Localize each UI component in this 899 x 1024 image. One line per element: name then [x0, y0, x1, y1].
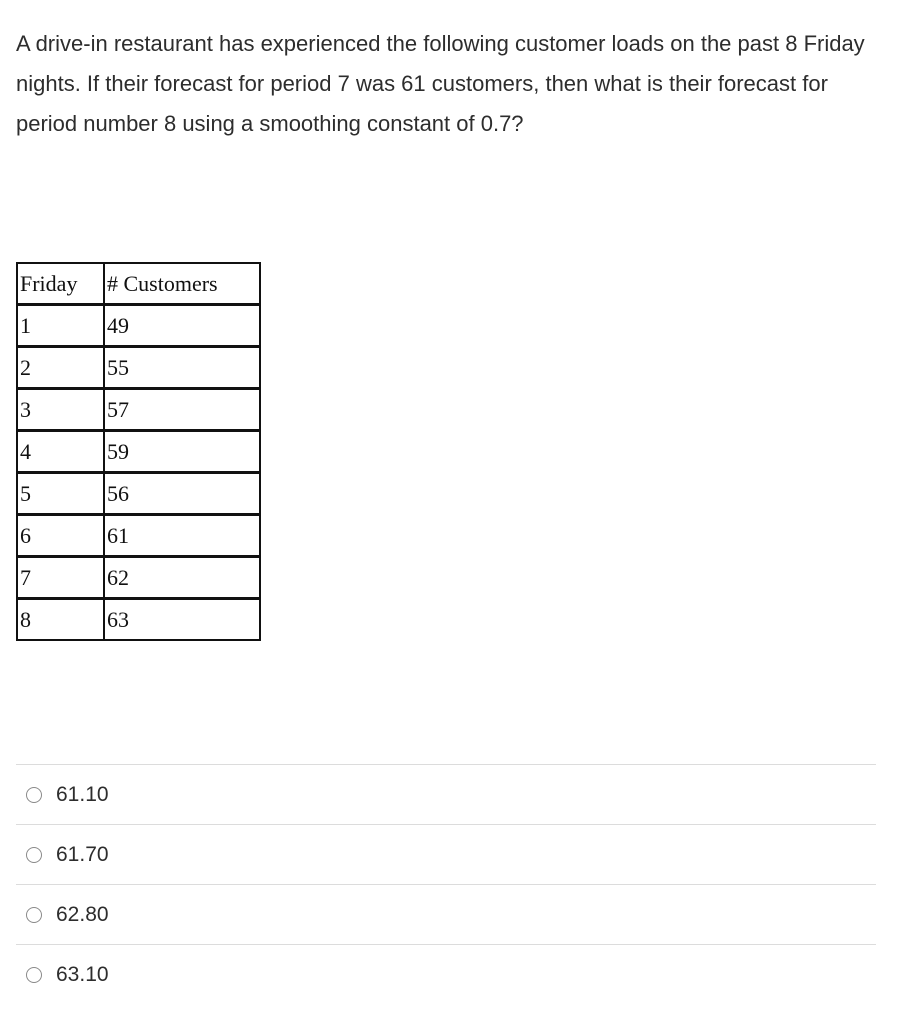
cell-friday: 4 — [18, 431, 105, 473]
cell-customers: 62 — [105, 557, 261, 599]
cell-friday: 2 — [18, 347, 105, 389]
radio-button[interactable] — [26, 787, 42, 803]
customer-table — [16, 262, 261, 641]
radio-button[interactable] — [26, 967, 42, 983]
cell-customers: 59 — [105, 431, 261, 473]
table-row — [18, 599, 261, 641]
table-row — [18, 473, 261, 515]
header-customers: # Customers — [105, 264, 261, 305]
answer-option[interactable] — [16, 765, 876, 825]
question-text: A drive-in restaurant has experienced the following customer loads on the past 8 Friday nights. If their forecast for period 7 was 61 customers, then what is their forecast for period number 8 using a smoothing constant of 0.7? — [16, 31, 865, 136]
answer-option[interactable] — [16, 885, 876, 945]
answer-label: 63.10 — [56, 962, 109, 986]
answer-label: 62.80 — [56, 902, 109, 926]
cell-customers: 56 — [105, 473, 261, 515]
table-row — [18, 305, 261, 347]
cell-customers: 63 — [105, 599, 261, 641]
cell-friday: 6 — [18, 515, 105, 557]
answer-options — [16, 764, 876, 1004]
answer-label: 61.10 — [56, 782, 109, 806]
answer-label: 61.70 — [56, 842, 109, 866]
table-row — [18, 515, 261, 557]
data-table — [16, 262, 261, 641]
cell-customers: 49 — [105, 305, 261, 347]
table-row — [18, 347, 261, 389]
cell-friday: 1 — [18, 305, 105, 347]
cell-customers: 57 — [105, 389, 261, 431]
cell-friday: 3 — [18, 389, 105, 431]
cell-friday: 5 — [18, 473, 105, 515]
radio-button[interactable] — [26, 847, 42, 863]
table-header-row — [18, 264, 261, 305]
cell-friday: 8 — [18, 599, 105, 641]
table-row — [18, 389, 261, 431]
radio-button[interactable] — [26, 907, 42, 923]
table-row — [18, 431, 261, 473]
answer-option[interactable] — [16, 945, 876, 1004]
table-row — [18, 557, 261, 599]
cell-customers: 55 — [105, 347, 261, 389]
header-friday: Friday — [18, 264, 105, 305]
cell-friday: 7 — [18, 557, 105, 599]
answer-option[interactable] — [16, 825, 876, 885]
cell-customers: 61 — [105, 515, 261, 557]
